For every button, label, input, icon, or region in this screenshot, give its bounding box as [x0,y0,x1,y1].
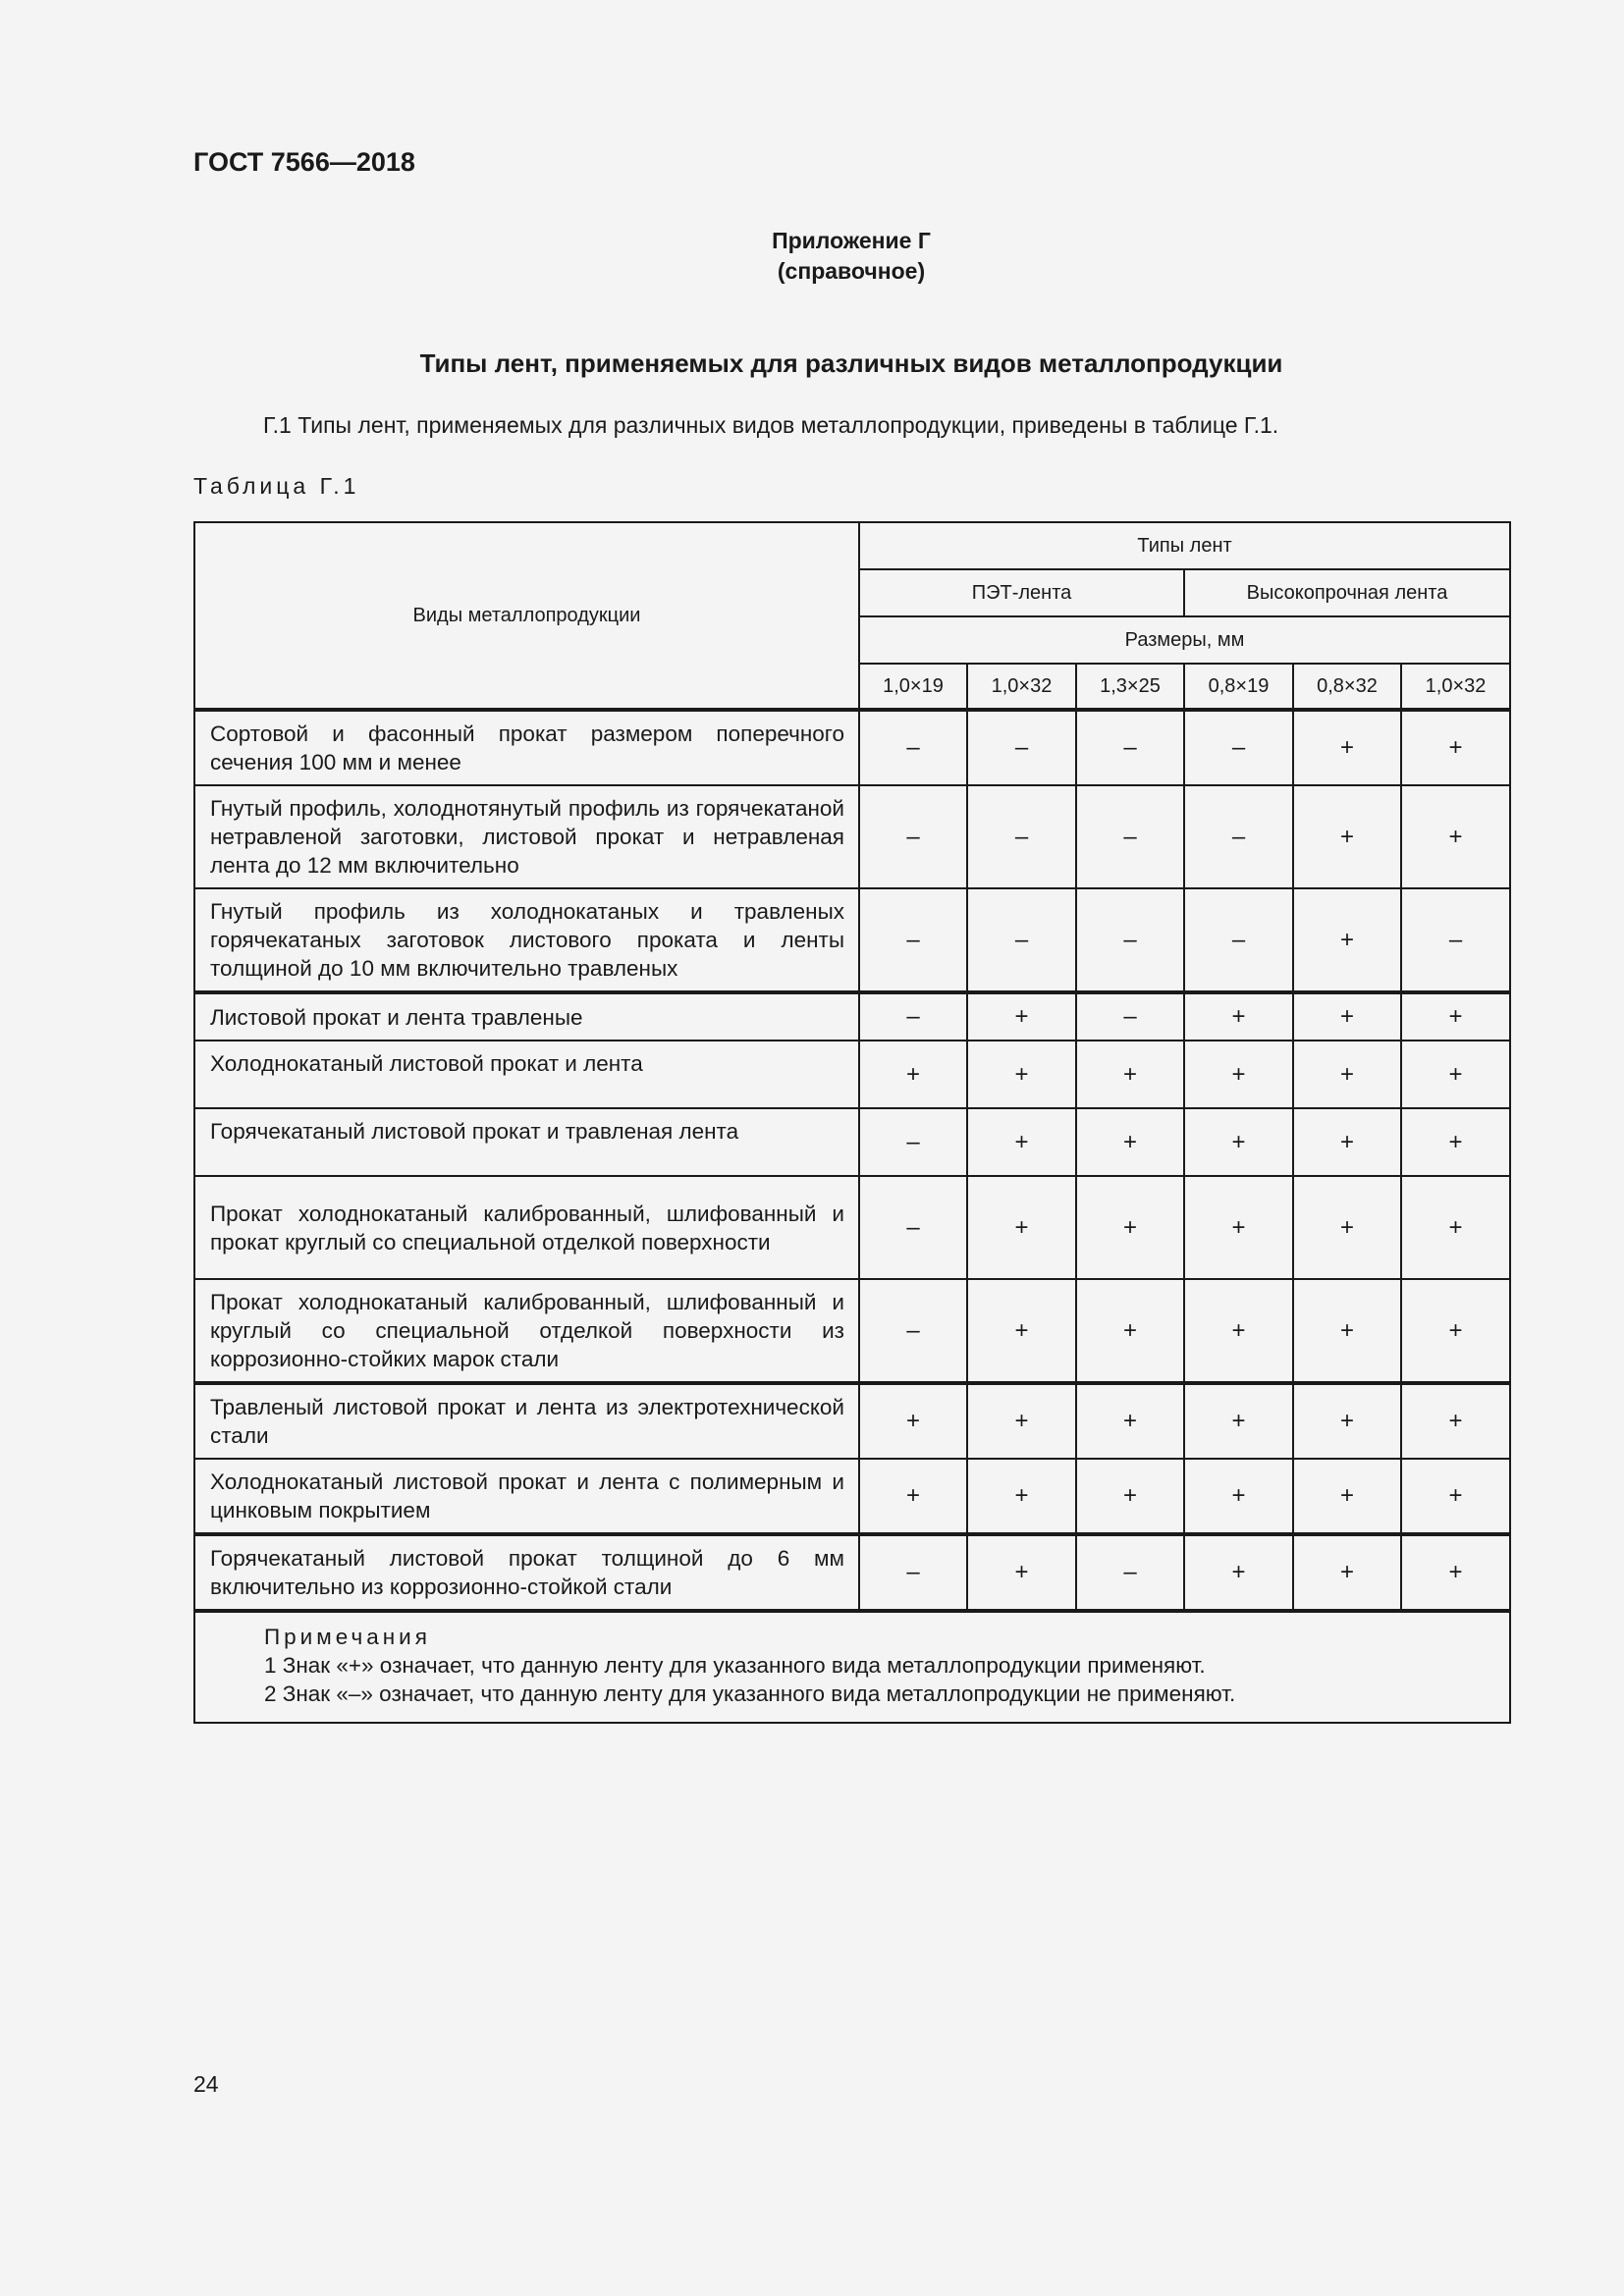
mark-cell: + [1401,1041,1510,1108]
table-row [194,1041,1510,1108]
product-name: Прокат холоднокатаный калиброванный, шлифованный и круглый со специальной отделкой поверхности из коррозионно-стойких марок стали [194,1279,859,1383]
product-name: Холоднокатаный листовой прокат и лента с полимерным и цинковым покрытием [194,1459,859,1534]
mark-cell: + [1293,1041,1401,1108]
mark-cell: + [1076,1459,1184,1534]
mark-cell: – [1076,992,1184,1041]
note-item: 1 Знак «+» означает, что данную ленту для указанного вида металлопродукции применяют. [264,1653,1206,1678]
table-row [194,1383,1510,1459]
product-name: Листовой прокат и лента травленые [194,992,859,1041]
mark-cell: + [1184,1176,1293,1279]
mark-cell: + [1401,992,1510,1041]
mark-cell: + [1401,1279,1510,1383]
header-product-kinds: Виды металлопродукции [194,522,859,710]
table-caption: Таблица Г.1 [193,473,360,499]
mark-cell: + [1293,1459,1401,1534]
mark-cell: + [967,1383,1076,1459]
mark-cell: + [1401,785,1510,888]
mark-cell: – [859,1176,967,1279]
mark-cell: + [859,1383,967,1459]
mark-cell: – [967,785,1076,888]
document-code: ГОСТ 7566—2018 [193,147,415,177]
mark-cell: + [967,1534,1076,1611]
mark-cell: – [859,710,967,785]
table-notes [194,1611,1510,1723]
mark-cell: + [1293,1108,1401,1176]
mark-cell: – [859,1534,967,1611]
mark-cell: + [1076,1279,1184,1383]
mark-cell: + [1293,785,1401,888]
mark-cell: + [1293,1383,1401,1459]
mark-cell: + [1184,992,1293,1041]
mark-cell: + [1076,1383,1184,1459]
mark-cell: + [1184,1459,1293,1534]
mark-cell: – [1076,710,1184,785]
mark-cell: + [1184,1534,1293,1611]
mark-cell: + [967,992,1076,1041]
mark-cell: – [1076,888,1184,992]
section-title: Типы лент, применяемых для различных видов металлопродукции [419,348,1283,378]
mark-cell: + [1293,888,1401,992]
mark-cell: + [1293,710,1401,785]
product-name: Холоднокатаный листовой прокат и лента [194,1041,859,1108]
intro-paragraph: Г.1 Типы лент, применяемых для различных видов металлопродукции, приведены в таблице Г.1. [263,412,1279,438]
mark-cell: + [1293,1534,1401,1611]
mark-cell: + [1293,992,1401,1041]
product-name: Гнутый профиль из холоднокатаных и травленых горячекатаных заготовок листового проката и ленты толщиной до 10 мм включительно травленых [194,888,859,992]
mark-cell: – [1184,888,1293,992]
mark-cell: + [1401,1108,1510,1176]
header-tape-types: Типы лент [859,522,1510,569]
notes-row [194,1611,1510,1723]
mark-cell: – [859,785,967,888]
mark-cell: + [967,1108,1076,1176]
size-cell: 0,8×32 [1293,664,1401,710]
table-row [194,888,1510,992]
mark-cell: + [967,1041,1076,1108]
mark-cell: – [1076,1534,1184,1611]
note-item: 2 Знак «–» означает, что данную ленту для указанного вида металлопродукции не применяют. [264,1682,1236,1706]
mark-cell: – [1076,785,1184,888]
mark-cell: + [1184,1041,1293,1108]
mark-cell: + [1076,1176,1184,1279]
header-group-high-strength: Высокопрочная лента [1184,569,1510,616]
mark-cell: + [1076,1041,1184,1108]
mark-cell: + [1184,1108,1293,1176]
page-number: 24 [193,2071,219,2097]
mark-cell: + [859,1041,967,1108]
mark-cell: + [967,1176,1076,1279]
mark-cell: + [1401,1459,1510,1534]
product-name: Гнутый профиль, холоднотянутый профиль из горячекатаной нетравленой заготовки, листовой прокат и нетравленая лента до 12 мм включительно [194,785,859,888]
mark-cell: – [859,1108,967,1176]
product-name: Сортовой и фасонный прокат размером поперечного сечения 100 мм и менее [194,710,859,785]
size-cell: 1,0×19 [859,664,967,710]
mark-cell: + [967,1279,1076,1383]
header-group-pet: ПЭТ-лента [859,569,1184,616]
mark-cell: + [1401,1176,1510,1279]
mark-cell: – [1184,785,1293,888]
mark-cell: + [1076,1108,1184,1176]
table-row [194,785,1510,888]
table-row [194,1459,1510,1534]
size-cell: 1,0×32 [1401,664,1510,710]
table-row [194,1176,1510,1279]
mark-cell: – [859,1279,967,1383]
table-row [194,1534,1510,1611]
appendix-title: Приложение Г [772,228,931,253]
mark-cell: + [1401,1534,1510,1611]
mark-cell: – [859,888,967,992]
tape-types-table [193,521,1511,1724]
mark-cell: – [967,710,1076,785]
product-name: Травленый листовой прокат и лента из электротехнической стали [194,1383,859,1459]
mark-cell: – [859,992,967,1041]
mark-cell: – [967,888,1076,992]
mark-cell: – [1401,888,1510,992]
mark-cell: + [1293,1176,1401,1279]
appendix-subtitle: (справочное) [777,258,926,284]
notes-title: Примечания [264,1625,431,1649]
mark-cell: + [1184,1279,1293,1383]
table-row [194,992,1510,1041]
mark-cell: + [1401,710,1510,785]
mark-cell: + [1293,1279,1401,1383]
appendix-heading [0,226,1624,287]
mark-cell: + [967,1459,1076,1534]
size-cell: 1,0×32 [967,664,1076,710]
header-sizes: Размеры, мм [859,616,1510,664]
table-row [194,1108,1510,1176]
header-row-1 [194,522,1510,569]
mark-cell: + [1401,1383,1510,1459]
mark-cell: + [859,1459,967,1534]
table-row [194,1279,1510,1383]
size-cell: 0,8×19 [1184,664,1293,710]
product-name: Горячекатаный листовой прокат толщиной до 6 мм включительно из коррозионно-стойкой стали [194,1534,859,1611]
table-row [194,710,1510,785]
size-cell: 1,3×25 [1076,664,1184,710]
mark-cell: – [1184,710,1293,785]
product-name: Горячекатаный листовой прокат и травленая лента [194,1108,859,1176]
product-name: Прокат холоднокатаный калиброванный, шлифованный и прокат круглый со специальной отделкой поверхности [194,1176,859,1279]
mark-cell: + [1184,1383,1293,1459]
